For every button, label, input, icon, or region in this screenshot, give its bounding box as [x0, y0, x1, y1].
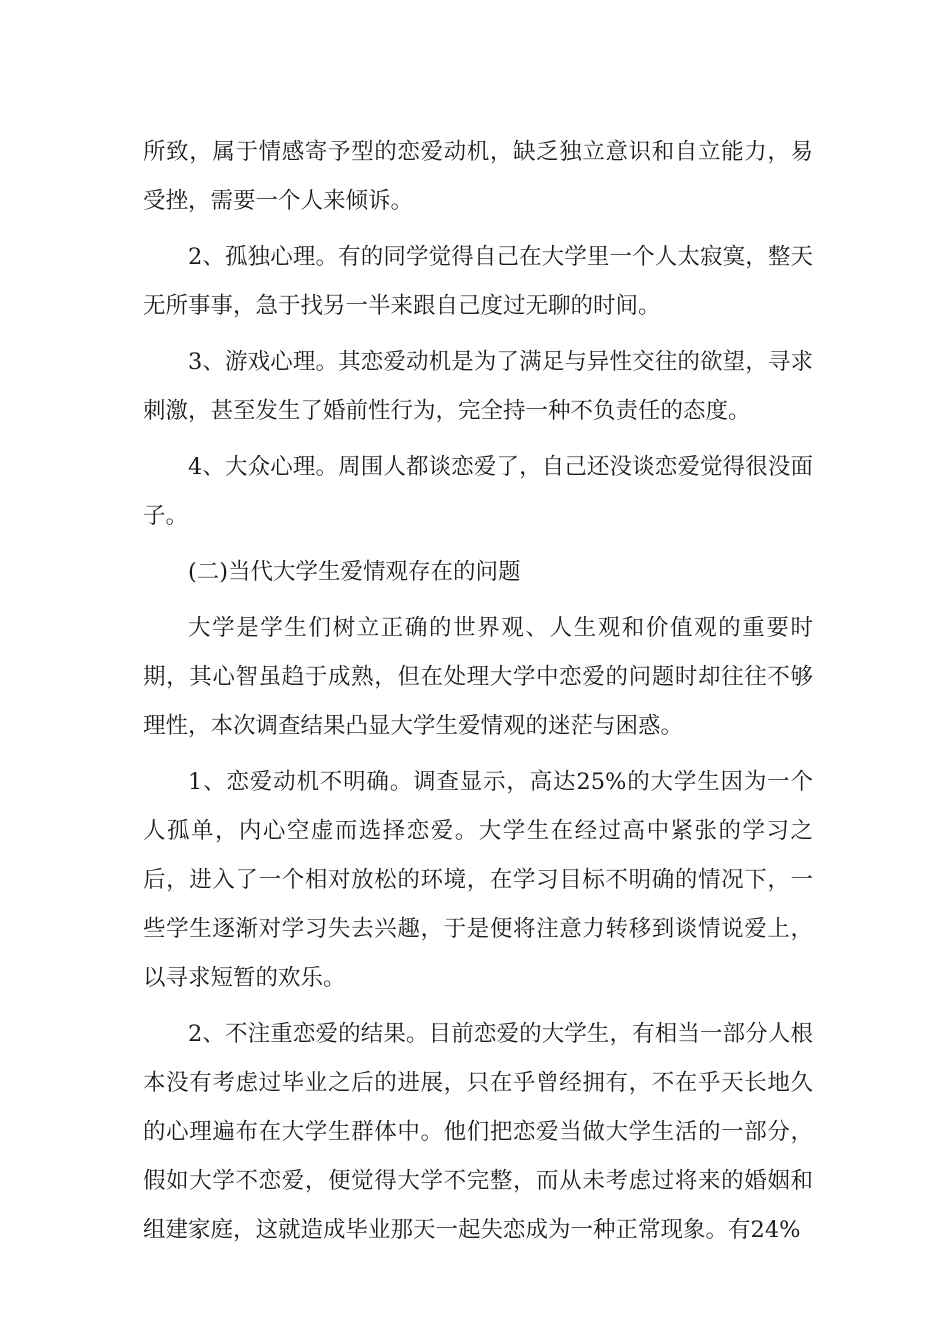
- paragraph-intro: 大学是学生们树立正确的世界观、人生观和价值观的重要时期，其心智虽趋于成熟，但在处理大学中恋爱的问题时却往往不够理性，本次调查结果凸显大学生爱情观的迷茫与困惑。: [143, 615, 813, 739]
- paragraph-unclear-motive: 1、恋爱动机不明确。调查显示，高达25%的大学生因为一个人孤单，内心空虚而选择恋爱。大学生在经过高中紧张的学习之后，进入了一个相对放松的环境，在学习目标不明确的情况下，一些学生逐渐对学习失去兴趣，于是便将注意力转移到谈情说爱上，以寻求短暂的欢乐。: [143, 769, 813, 991]
- document-body: [143, 128, 813, 1262]
- paragraph-game-mentality: 3、游戏心理。其恋爱动机是为了满足与异性交往的欲望，寻求刺激，甚至发生了婚前性行为，完全持一种不负责任的态度。: [143, 349, 813, 424]
- paragraph-crowd-mentality: 4、大众心理。周围人都谈恋爱了，自己还没谈恋爱觉得很没面子。: [143, 454, 813, 529]
- paragraph-loneliness: 2、孤独心理。有的同学觉得自己在大学里一个人太寂寞，整天无所事事，急于找另一半来跟自己度过无聊的时间。: [143, 244, 813, 319]
- paragraph-continuation: 所致，属于情感寄予型的恋爱动机，缺乏独立意识和自立能力，易受挫，需要一个人来倾诉。: [143, 139, 813, 214]
- section-heading: (二)当代大学生爱情观存在的问题: [188, 559, 521, 585]
- paragraph-ignore-outcome: 2、不注重恋爱的结果。目前恋爱的大学生，有相当一部分人根本没有考虑过毕业之后的进展，只在乎曾经拥有，不在乎天长地久的心理遍布在大学生群体中。他们把恋爱当做大学生活的一部分，假如大学不恋爱，便觉得大学不完整，而从未考虑过将来的婚姻和组建家庭，这就造成毕业那天一起失恋成为一种正常现象。有24%: [143, 1021, 813, 1243]
